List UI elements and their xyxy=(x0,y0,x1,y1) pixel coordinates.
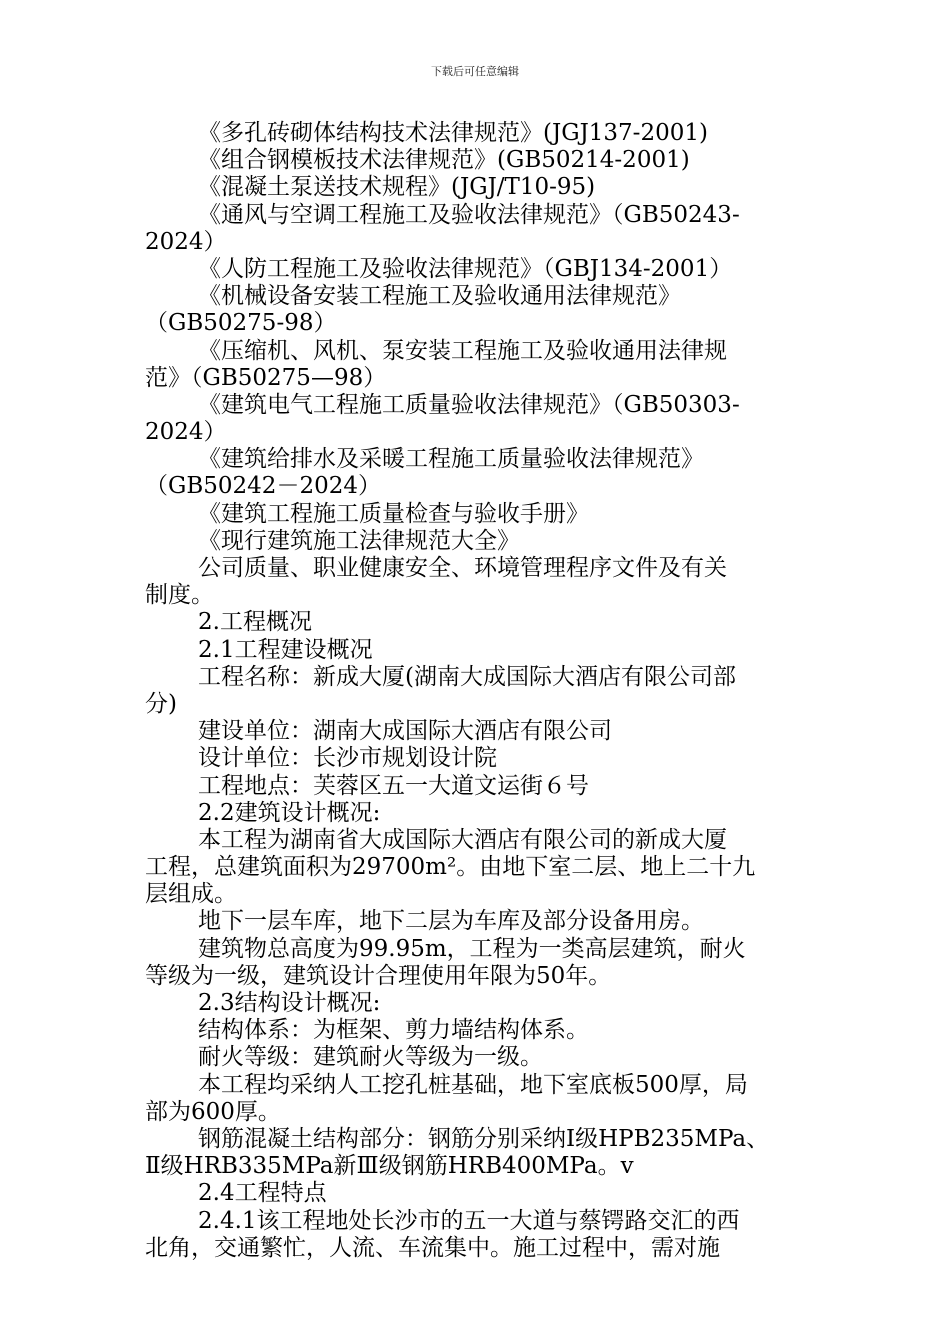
reference-line: 《混凝土泵送技术规程》(JGJ/T10-95) xyxy=(198,174,596,201)
page-header-note: 下载后可任意编辑 xyxy=(431,65,519,78)
reference-line-cont: 2024） xyxy=(145,419,227,446)
paragraph-line: 工程地点：芙蓉区五一大道文运街６号 xyxy=(198,772,589,799)
reference-line: 《建筑电气工程施工质量验收法律规范》（GB50303- xyxy=(198,391,740,418)
paragraph-line: 建设单位：湖南大成国际大酒店有限公司 xyxy=(198,718,612,745)
paragraph-line: 设计单位：长沙市规划设计院 xyxy=(198,745,497,772)
paragraph-line: 本工程为湖南省大成国际大酒店有限公司的新成大厦 xyxy=(198,826,727,853)
reference-line-cont: 范》（GB50275—98） xyxy=(145,364,387,391)
paragraph-line-cont: 层组成。 xyxy=(145,881,237,908)
reference-line-cont: （GB50242－2024） xyxy=(145,473,381,500)
paragraph-line-cont: 分) xyxy=(145,690,177,717)
reference-line-cont: 2024） xyxy=(145,228,227,255)
reference-line: 《通风与空调工程施工及验收法律规范》（GB50243- xyxy=(198,201,740,228)
reference-line-cont: （GB50275-98） xyxy=(145,310,337,337)
paragraph-line: 工程名称：新成大厦(湖南大成国际大酒店有限公司部 xyxy=(198,663,736,690)
paragraph-line-cont: Ⅱ级HRB335MPa新Ⅲ级钢筋HRB400MPa。v xyxy=(145,1153,634,1180)
paragraph-line: 本工程均采纳人工挖孔桩基础，地下室底板500厚，局 xyxy=(198,1071,748,1098)
reference-line: 《压缩机、风机、泵安装工程施工及验收通用法律规 xyxy=(198,337,727,364)
paragraph-line: 建筑物总高度为99.95m，工程为一类高层建筑，耐火 xyxy=(198,935,746,962)
reference-line: 《人防工程施工及验收法律规范》（GBJ134-2001） xyxy=(198,255,733,282)
reference-line: 《建筑给排水及采暖工程施工质量验收法律规范》 xyxy=(198,446,704,473)
reference-line: 《组合钢模板技术法律规范》(GB50214-2001) xyxy=(198,147,690,174)
reference-line: 《多孔砖砌体结构技术法律规范》(JGJ137-2001) xyxy=(198,120,708,146)
paragraph-line-cont: 制度。 xyxy=(145,582,214,609)
paragraph-line: 钢筋混凝土结构部分：钢筋分别采纳Ⅰ级HPB235MPa、 xyxy=(198,1125,770,1152)
paragraph-line: 结构体系：为框架、剪力墙结构体系。 xyxy=(198,1017,589,1044)
paragraph-line-cont: 工程，总建筑面积为29700m²。由地下室二层、地上二十九 xyxy=(145,854,756,881)
subsection-heading: 2.3结构设计概况: xyxy=(198,990,381,1016)
paragraph-line: 地下一层车库，地下二层为车库及部分设备用房。 xyxy=(198,908,704,935)
reference-line: 《现行建筑施工法律规范大全》 xyxy=(198,527,520,554)
paragraph-line-cont: 北角，交通繁忙，人流、车流集中。施工过程中，需对施 xyxy=(145,1234,720,1261)
subsection-heading: 2.1工程建设概况 xyxy=(198,636,373,663)
reference-line: 《建筑工程施工质量检查与验收手册》 xyxy=(198,500,589,527)
paragraph-line: 2.4.1该工程地处长沙市的五一大道与蔡锷路交汇的西 xyxy=(198,1207,740,1234)
reference-line: 《机械设备安装工程施工及验收通用法律规范》 xyxy=(198,283,681,310)
paragraph-line-cont: 等级为一级，建筑设计合理使用年限为50年。 xyxy=(145,962,612,989)
section-heading: 2.工程概况 xyxy=(198,609,312,636)
subsection-heading: 2.4工程特点 xyxy=(198,1180,327,1207)
paragraph-line-cont: 部为600厚。 xyxy=(145,1098,281,1125)
document-body xyxy=(145,120,810,1262)
subsection-heading: 2.2建筑设计概况: xyxy=(198,799,381,826)
paragraph-line: 耐火等级：建筑耐火等级为一级。 xyxy=(198,1044,543,1071)
paragraph-line: 公司质量、职业健康安全、环境管理程序文件及有关 xyxy=(198,555,727,581)
